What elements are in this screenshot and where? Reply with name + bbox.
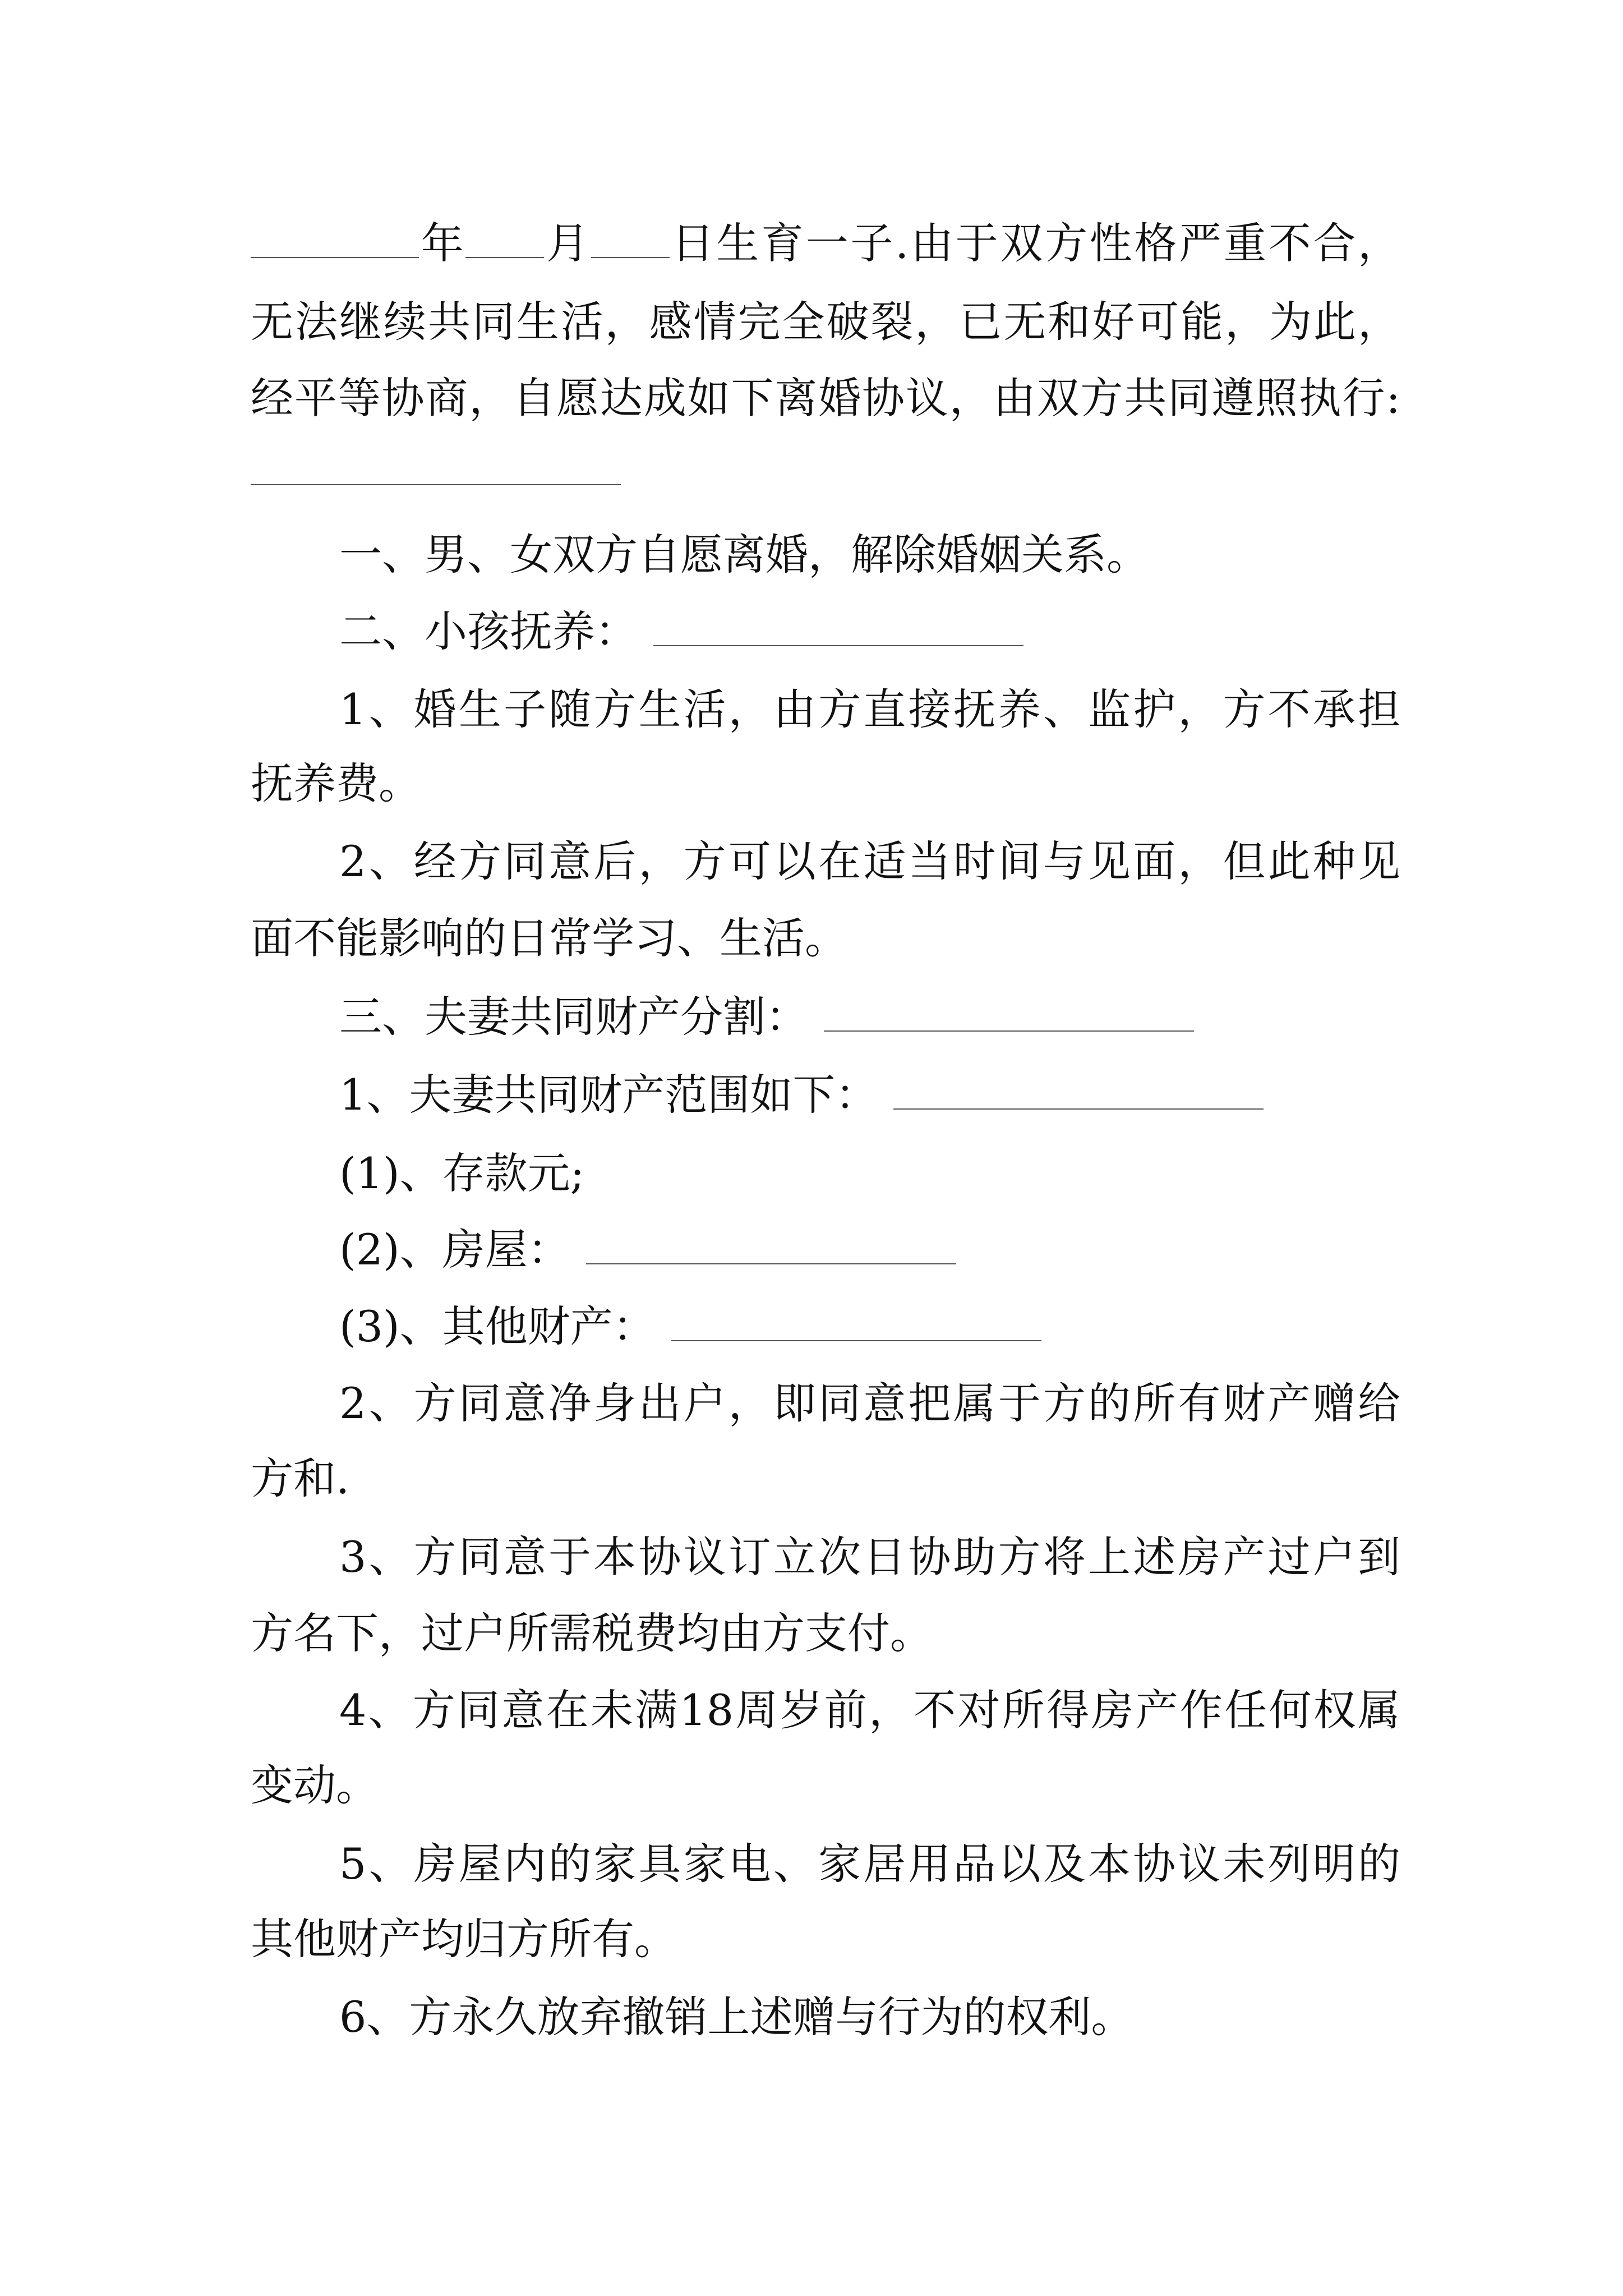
clause-1: 一、男、女双方自愿离婚，解除婚姻关系。 — [339, 530, 1149, 579]
clause-3-item-4-line-2: 变动。 — [251, 1760, 379, 1810]
clause-3-sub-2 — [251, 1222, 1400, 1278]
clause-3-item-1-heading — [251, 1067, 1400, 1123]
intro-line-2: 无法继续共同生活，感情完全破裂，已无和好可能，为此， — [251, 297, 1400, 347]
clause-2-item-1-line-1: 1、婚生子随方生活，由方直接抚养、监护，方不承担 — [339, 684, 1400, 734]
clause-3-item-6: 6、方永久放弃撤销上述赠与行为的权利。 — [339, 1992, 1134, 2042]
blank-field-day — [591, 257, 670, 258]
clause-3-sub-1: (1)、存款元; — [339, 1148, 585, 1198]
year-label: 年 — [419, 218, 466, 268]
clause-3-item-3-line-2: 方名下，过户所需税费均由方支付。 — [251, 1608, 933, 1658]
clause-3-sub-3 — [251, 1299, 1400, 1355]
blank-line — [251, 443, 1400, 499]
blank-field — [586, 1263, 956, 1264]
clause-2-item-2-line-2: 面不能影响的日常学习、生活。 — [251, 913, 847, 963]
clause-2-item-1-line-2: 抚养费。 — [251, 758, 421, 808]
blank-field — [653, 645, 1023, 646]
blank-field — [251, 484, 621, 485]
clause-3-sub-2-text: (2)、房屋： — [339, 1225, 570, 1274]
clause-3-item-2-line-2: 方和. — [251, 1453, 350, 1503]
clause-3-sub-3-text: (3)、其他财产： — [339, 1301, 656, 1351]
blank-field — [671, 1340, 1041, 1341]
blank-field — [824, 1030, 1194, 1032]
clause-3-item-3-line-1: 3、方同意于本协议订立次日协助方将上述房产过户到 — [339, 1532, 1400, 1582]
clause-3-item-4-line-1: 4、方同意在未满18周岁前，不对所得房产作任何权属 — [339, 1685, 1400, 1735]
blank-field-year — [251, 257, 419, 258]
blank-field — [893, 1108, 1264, 1110]
clause-2-heading — [251, 604, 1400, 660]
clause-3-item-5-line-1: 5、房屋内的家具家电、家居用品以及本协议未列明的 — [339, 1839, 1400, 1889]
clause-3-item-5-line-2: 其他财产均归方所有。 — [251, 1914, 677, 1964]
month-label: 月 — [544, 218, 591, 268]
clause-3-heading-text: 三、夫妻共同财产分割： — [339, 992, 808, 1042]
blank-field-month — [465, 257, 544, 258]
clause-3-item-1-heading-text: 1、夫妻共同财产范围如下： — [339, 1070, 878, 1120]
clause-3-heading — [251, 989, 1400, 1045]
intro-line-1 — [251, 215, 1400, 272]
intro-line-3: 经平等协商，自愿达成如下离婚协议，由双方共同遵照执行: — [251, 373, 1400, 423]
clause-2-heading-text: 二、小孩抚养： — [339, 606, 638, 656]
clause-3-item-2-line-1: 2、方同意净身出户，即同意把属于方的所有财产赠给 — [339, 1378, 1400, 1428]
intro-text: 日生育一子.由于双方性格严重不合， — [669, 218, 1401, 268]
clause-2-item-2-line-1: 2、经方同意后，方可以在适当时间与见面，但此种见 — [339, 836, 1400, 886]
